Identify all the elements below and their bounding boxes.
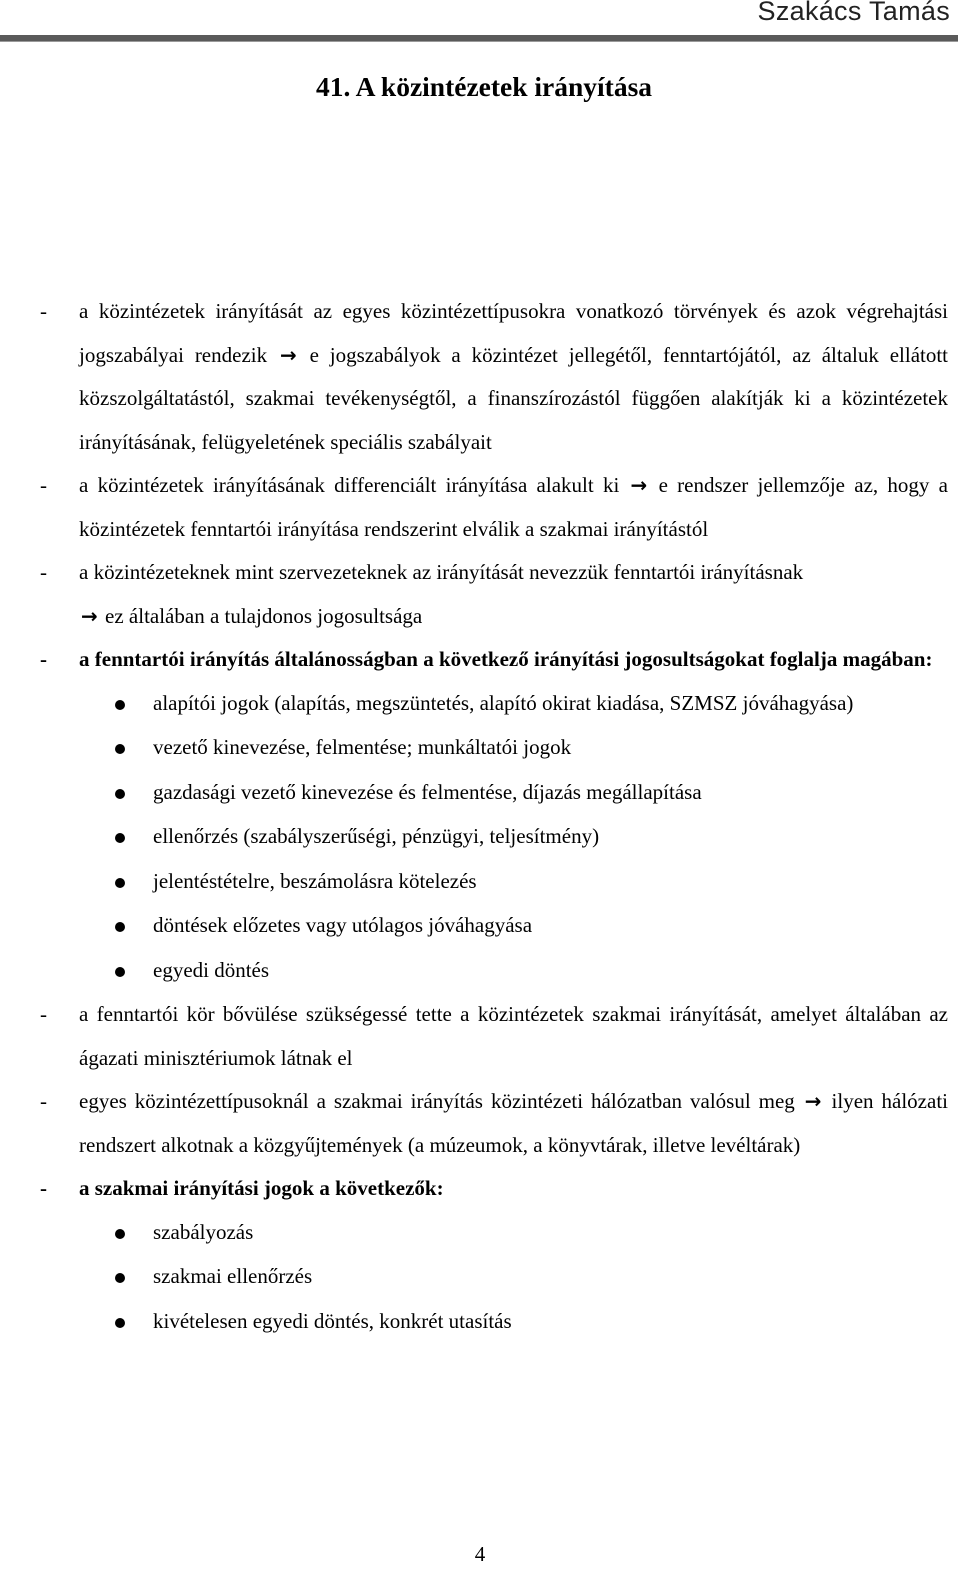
bullet-text: ellenőrzés (szabályszerűségi, pénzügyi, teljesítmény) (153, 824, 600, 848)
item-text: a közintézetek irányítását az egyes közintézettípusokra vonatkozó törvények és azok végrehajtási jogszabályai rendezik (79, 299, 948, 367)
item-text: egyes közintézettípusoknál a szakmai irányítás közintézeti hálózatban valósul meg (79, 1089, 795, 1113)
bullet-icon (115, 967, 125, 977)
bullet-text: döntések előzetes vagy utólagos jóváhagyása (153, 913, 533, 937)
bullet-icon (115, 789, 125, 799)
bullet-icon (115, 1229, 125, 1239)
bullet-item (0, 904, 960, 948)
list-item (0, 464, 960, 551)
bullet-text: szakmai ellenőrzés (153, 1264, 313, 1288)
document-body (0, 290, 960, 1344)
bullet-list (0, 1211, 960, 1344)
bullet-text: kivételesen egyedi döntés, konkrét utasítás (153, 1308, 512, 1333)
arrow-right-icon: → (630, 473, 648, 497)
dash-marker: - (40, 473, 47, 497)
dash-marker: - (40, 1002, 47, 1026)
list-item (0, 1080, 960, 1167)
bullet-icon (115, 922, 125, 932)
bullet-text: szabályozás (153, 1219, 254, 1244)
arrow-right-icon: → (279, 342, 297, 367)
bullet-icon (115, 1318, 125, 1328)
dash-marker: - (40, 560, 47, 584)
item-text: ez általában a tulajdonos jogosultsága (105, 603, 423, 628)
list-item (0, 290, 960, 464)
bullet-item (0, 771, 960, 815)
dash-marker: - (40, 1176, 47, 1200)
header-author: Szakács Tamás (757, 0, 950, 26)
bullet-icon (115, 833, 125, 843)
item-text: ilyen hálózati rendszert alkotnak a közgyűjtemények (a múzeumok, a könyvtárak, illetve levéltárak) (79, 1089, 948, 1157)
bullet-icon (115, 1273, 125, 1283)
item-text: e jogszabályok a közintézet jellegétől, fenntartójától, az általuk ellátott közszolgáltatástól, szakmai tevékenységtől, a finanszírozástól függően alakítják ki a közintézetek irányításának, felügyeletének speciális szabályait (79, 342, 949, 454)
bullet-item (0, 949, 960, 993)
bullet-text: gazdasági vezető kinevezése és felmentése, díjazás megállapítása (153, 779, 702, 804)
list-item (0, 551, 960, 638)
bullet-text: vezető kinevezése, felmentése; munkáltatói jogok (153, 735, 572, 759)
item-heading: a szakmai irányítási jogok a következők: (79, 1176, 444, 1200)
item-text: a közintézeteknek mint szervezeteknek az irányítását nevezzük fenntartói irányításnak (79, 560, 804, 584)
page-title: 41. A közintézetek irányítása (315, 71, 653, 102)
arrow-right-icon: → (81, 603, 98, 628)
bullet-item (0, 1211, 960, 1255)
bullet-text: egyedi döntés (153, 957, 270, 982)
dash-marker: - (40, 1089, 47, 1113)
bullet-icon (115, 700, 125, 710)
header-divider (0, 35, 958, 42)
bullet-item (0, 682, 960, 726)
bullet-item (0, 1300, 960, 1344)
arrow-right-icon: → (804, 1089, 822, 1113)
item-text: e rendszer jellemzője az, hogy a közintézetek fenntartói irányítása rendszerint elválik a szakmai irányítástól (79, 473, 948, 541)
bullet-item (0, 1255, 960, 1299)
bullet-icon (115, 744, 125, 754)
page-number: 4 (474, 1542, 486, 1566)
bullet-item (0, 726, 960, 770)
bullet-icon (115, 878, 125, 888)
bullet-item (0, 815, 960, 859)
bullet-item (0, 860, 960, 904)
list-item (0, 638, 960, 682)
item-text: a fenntartói kör bővülése szükségessé tette a közintézetek szakmai irányítását, amelyet általában az ágazati minisztériumok látnak el (79, 1002, 948, 1070)
bullet-list (0, 682, 960, 993)
item-heading: a fenntartói irányítás általánosságban a következő irányítási jogosultságokat foglalja magában: (79, 647, 933, 671)
item-text: a közintézetek irányításának differenciált irányítása alakult ki (79, 473, 620, 497)
list-item (0, 993, 960, 1080)
list-item (0, 1167, 960, 1211)
bullet-text: alapítói jogok (alapítás, megszüntetés, alapító okirat kiadása, SZMSZ jóváhagyása) (153, 690, 854, 715)
dash-marker: - (40, 647, 47, 671)
bullet-text: jelentéstételre, beszámolásra kötelezés (153, 868, 477, 893)
dash-marker: - (40, 299, 47, 323)
